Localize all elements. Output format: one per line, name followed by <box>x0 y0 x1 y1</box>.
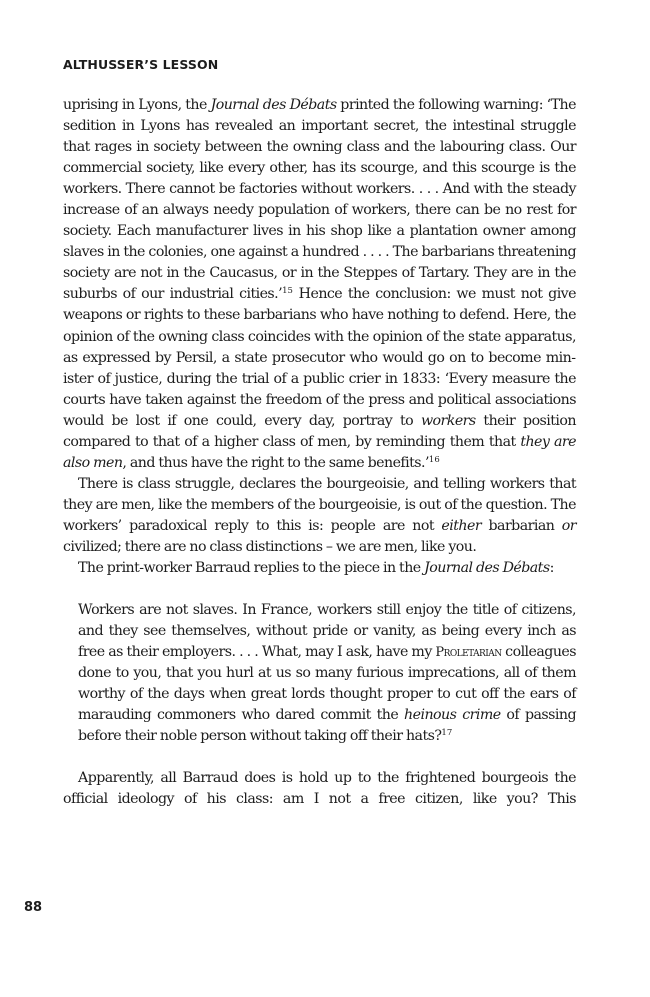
block-quote <box>78 600 576 747</box>
text-run: Apparently, all Barraud does is hold up to the frightened bourgeois the official ideology of his class: am I not a free citizen, like you? This <box>63 770 576 808</box>
text-run: uprising in Lyons, the <box>63 97 211 113</box>
text-run: civilized; there are no class distinctions – we are men, like you. <box>63 538 477 555</box>
italic-emphasis: they are also men <box>63 433 576 471</box>
text-run: barbarian <box>481 517 562 534</box>
text-run: their position compared to that of a higher class of men, by reminding them that <box>63 412 576 450</box>
paragraph <box>63 768 576 810</box>
text-run: Workers are not slaves. In France, workers still enjoy the title of citizens, and they see themselves, without pride or vanity, as being every inch as free as their employers. . . . What, may I ask, have my <box>78 602 576 661</box>
italic-emphasis: workers <box>420 412 476 429</box>
paragraph <box>63 95 576 474</box>
text-run: , and thus have the right to the same benefits.’ <box>122 454 429 471</box>
body-text <box>63 95 576 811</box>
page-number: 88 <box>24 900 43 915</box>
italic-title: Journal des Débats <box>210 97 337 113</box>
italic-title: Journal des Débats <box>424 560 550 577</box>
paragraph <box>63 558 576 579</box>
text-run: There is class struggle, declares the bourgeoisie, and telling workers that they are men, like the members of the bourgeoisie, is out of the question. The workers’ paradoxical reply to this is: people are not <box>63 475 576 534</box>
italic-emphasis: either <box>441 517 482 534</box>
italic-emphasis: or <box>561 517 577 534</box>
text-run: printed the following warning: ‘The sedition in Lyons has revealed an important secret, the intestinal struggle that rages in society between the owning class and the labouring class. Our commercial society, like every other, has its scourge, and this scourge is the workers. There cannot be factories without workers. . . . And with the steady increase of an always needy population of workers, there can be no rest for society. Each manufacturer lives in his shop like a plantation owner among slaves in the colonies, one against a hundred . . . . The barbarians threatening society are not in the Caucasus, or in the Steppes of Tartary. They are in the suburbs of our industrial cities.’ <box>63 97 576 303</box>
footnote-ref: 15 <box>282 286 293 297</box>
text-run: of passing before their noble person without taking off their hats? <box>78 707 576 745</box>
text-run: colleagues done to you, that you hurl at us so many furious imprecations, all of them worthy of the days when great lords thought proper to cut off the ears of marauding commoners who dared commit the <box>78 644 576 724</box>
footnote-ref: 17 <box>441 728 453 739</box>
text-run: Hence the conclusion: we must not give weapons or rights to these barbarians who have nothing to defend. Here, the opinion of the owning class coincides with the opinion of the state apparatus, as expressed by Persil, a state prosecutor who would go on to become minister of justice, during the trial of a public crier in 1833: ‘Every measure the courts have taken against the freedom of the press and political associations would be lost if one could, every day, portray to <box>63 286 576 429</box>
footnote-ref: 16 <box>428 454 440 465</box>
italic-emphasis: heinous crime <box>404 707 501 724</box>
small-caps-word: Proletarian <box>435 645 502 661</box>
paragraph <box>63 474 576 558</box>
text-run: : <box>549 560 554 577</box>
running-head: ALTHUSSER’S LESSON <box>63 57 219 72</box>
text-run: The print-worker Barraud replies to the piece in the <box>78 560 425 577</box>
